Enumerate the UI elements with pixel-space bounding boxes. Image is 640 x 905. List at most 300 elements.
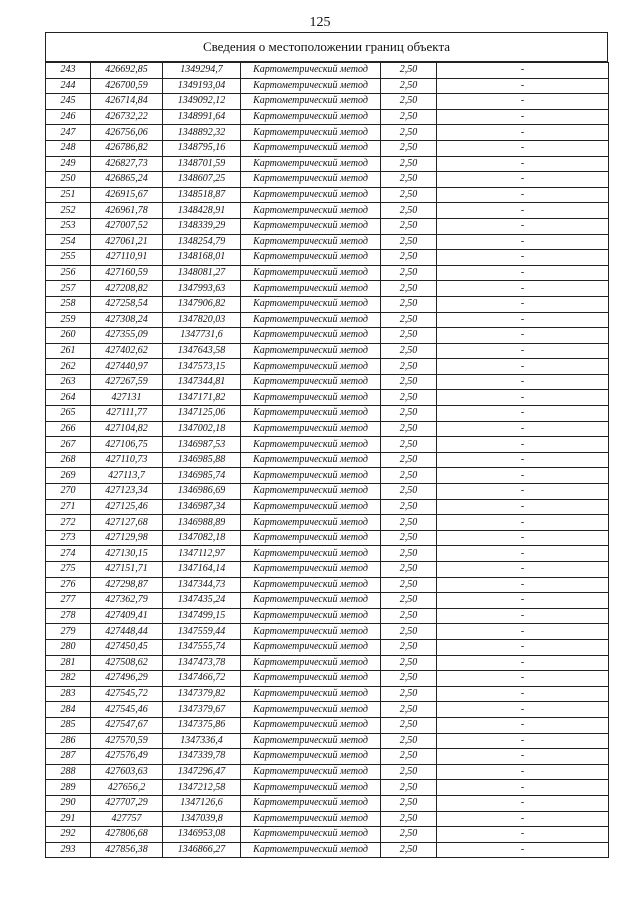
- method-cell: Картометрический метод: [241, 717, 381, 733]
- y-coordinate-cell: 1347344,73: [163, 577, 241, 593]
- accuracy-cell: 2,50: [381, 530, 437, 546]
- method-cell: Картометрический метод: [241, 156, 381, 172]
- accuracy-cell: 2,50: [381, 250, 437, 266]
- description-cell: -: [437, 172, 609, 188]
- description-cell: -: [437, 702, 609, 718]
- table-row: [46, 250, 609, 266]
- table-row: [46, 593, 609, 609]
- method-cell: Картометрический метод: [241, 312, 381, 328]
- table-row: [46, 406, 609, 422]
- table-row: [46, 515, 609, 531]
- accuracy-cell: 2,50: [381, 109, 437, 125]
- method-cell: Картометрический метод: [241, 452, 381, 468]
- table-row: [46, 624, 609, 640]
- point-number-cell: 261: [46, 343, 91, 359]
- table-row: [46, 78, 609, 94]
- table-row: [46, 764, 609, 780]
- table-row: [46, 639, 609, 655]
- x-coordinate-cell: 427757: [91, 811, 163, 827]
- table-row: [46, 671, 609, 687]
- accuracy-cell: 2,50: [381, 312, 437, 328]
- method-cell: Картометрический метод: [241, 94, 381, 110]
- table-row: [46, 499, 609, 515]
- y-coordinate-cell: 1346987,34: [163, 499, 241, 515]
- method-cell: Картометрический метод: [241, 764, 381, 780]
- description-cell: -: [437, 484, 609, 500]
- table-row: [46, 125, 609, 141]
- method-cell: Картометрический метод: [241, 811, 381, 827]
- y-coordinate-cell: 1348991,64: [163, 109, 241, 125]
- y-coordinate-cell: 1347379,67: [163, 702, 241, 718]
- point-number-cell: 293: [46, 842, 91, 858]
- method-cell: Картометрический метод: [241, 655, 381, 671]
- description-cell: -: [437, 156, 609, 172]
- y-coordinate-cell: 1347643,58: [163, 343, 241, 359]
- table-row: [46, 63, 609, 79]
- x-coordinate-cell: 427448,44: [91, 624, 163, 640]
- point-number-cell: 251: [46, 187, 91, 203]
- x-coordinate-cell: 427545,46: [91, 702, 163, 718]
- table-row: [46, 156, 609, 172]
- point-number-cell: 278: [46, 608, 91, 624]
- description-cell: -: [437, 515, 609, 531]
- table-row: [46, 702, 609, 718]
- x-coordinate-cell: 427576,49: [91, 749, 163, 765]
- table-row: [46, 109, 609, 125]
- accuracy-cell: 2,50: [381, 63, 437, 79]
- method-cell: Картометрический метод: [241, 546, 381, 562]
- table-row: [46, 811, 609, 827]
- y-coordinate-cell: 1347573,15: [163, 359, 241, 375]
- accuracy-cell: 2,50: [381, 827, 437, 843]
- x-coordinate-cell: 427508,62: [91, 655, 163, 671]
- accuracy-cell: 2,50: [381, 296, 437, 312]
- accuracy-cell: 2,50: [381, 156, 437, 172]
- accuracy-cell: 2,50: [381, 125, 437, 141]
- x-coordinate-cell: 427258,54: [91, 296, 163, 312]
- point-number-cell: 250: [46, 172, 91, 188]
- accuracy-cell: 2,50: [381, 484, 437, 500]
- accuracy-cell: 2,50: [381, 577, 437, 593]
- accuracy-cell: 2,50: [381, 359, 437, 375]
- description-cell: -: [437, 390, 609, 406]
- description-cell: -: [437, 827, 609, 843]
- description-cell: -: [437, 468, 609, 484]
- description-cell: -: [437, 780, 609, 796]
- point-number-cell: 277: [46, 593, 91, 609]
- method-cell: Картометрический метод: [241, 218, 381, 234]
- y-coordinate-cell: 1347112,97: [163, 546, 241, 562]
- table-row: [46, 281, 609, 297]
- method-cell: Картометрический метод: [241, 374, 381, 390]
- description-cell: -: [437, 842, 609, 858]
- point-number-cell: 263: [46, 374, 91, 390]
- table-row: [46, 530, 609, 546]
- x-coordinate-cell: 427151,71: [91, 562, 163, 578]
- method-cell: Картометрический метод: [241, 437, 381, 453]
- description-cell: -: [437, 234, 609, 250]
- y-coordinate-cell: 1348081,27: [163, 265, 241, 281]
- description-cell: -: [437, 187, 609, 203]
- y-coordinate-cell: 1347906,82: [163, 296, 241, 312]
- accuracy-cell: 2,50: [381, 702, 437, 718]
- accuracy-cell: 2,50: [381, 421, 437, 437]
- description-cell: -: [437, 499, 609, 515]
- point-number-cell: 264: [46, 390, 91, 406]
- accuracy-cell: 2,50: [381, 593, 437, 609]
- accuracy-cell: 2,50: [381, 608, 437, 624]
- accuracy-cell: 2,50: [381, 437, 437, 453]
- description-cell: -: [437, 140, 609, 156]
- accuracy-cell: 2,50: [381, 390, 437, 406]
- description-cell: -: [437, 624, 609, 640]
- method-cell: Картометрический метод: [241, 795, 381, 811]
- description-cell: -: [437, 795, 609, 811]
- method-cell: Картометрический метод: [241, 172, 381, 188]
- method-cell: Картометрический метод: [241, 608, 381, 624]
- point-number-cell: 246: [46, 109, 91, 125]
- y-coordinate-cell: 1348701,59: [163, 156, 241, 172]
- table-row: [46, 203, 609, 219]
- point-number-cell: 262: [46, 359, 91, 375]
- x-coordinate-cell: 427603,63: [91, 764, 163, 780]
- x-coordinate-cell: 427547,67: [91, 717, 163, 733]
- method-cell: Картометрический метод: [241, 359, 381, 375]
- table-row: [46, 296, 609, 312]
- method-cell: Картометрический метод: [241, 484, 381, 500]
- y-coordinate-cell: 1347002,18: [163, 421, 241, 437]
- method-cell: Картометрический метод: [241, 265, 381, 281]
- x-coordinate-cell: 427113,7: [91, 468, 163, 484]
- point-number-cell: 279: [46, 624, 91, 640]
- table-row: [46, 328, 609, 344]
- accuracy-cell: 2,50: [381, 780, 437, 796]
- method-cell: Картометрический метод: [241, 749, 381, 765]
- x-coordinate-cell: 426732,22: [91, 109, 163, 125]
- table-row: [46, 795, 609, 811]
- description-cell: -: [437, 546, 609, 562]
- table-row: [46, 546, 609, 562]
- point-number-cell: 252: [46, 203, 91, 219]
- table-row: [46, 827, 609, 843]
- accuracy-cell: 2,50: [381, 203, 437, 219]
- x-coordinate-cell: 427111,77: [91, 406, 163, 422]
- x-coordinate-cell: 426756,06: [91, 125, 163, 141]
- y-coordinate-cell: 1347039,8: [163, 811, 241, 827]
- y-coordinate-cell: 1347559,44: [163, 624, 241, 640]
- y-coordinate-cell: 1349294,7: [163, 63, 241, 79]
- x-coordinate-cell: 427208,82: [91, 281, 163, 297]
- point-number-cell: 289: [46, 780, 91, 796]
- table-row: [46, 733, 609, 749]
- point-number-cell: 247: [46, 125, 91, 141]
- description-cell: -: [437, 250, 609, 266]
- point-number-cell: 266: [46, 421, 91, 437]
- table-row: [46, 234, 609, 250]
- point-number-cell: 265: [46, 406, 91, 422]
- y-coordinate-cell: 1347375,86: [163, 717, 241, 733]
- y-coordinate-cell: 1348254,79: [163, 234, 241, 250]
- table-row: [46, 94, 609, 110]
- y-coordinate-cell: 1347435,24: [163, 593, 241, 609]
- y-coordinate-cell: 1347731,6: [163, 328, 241, 344]
- accuracy-cell: 2,50: [381, 218, 437, 234]
- y-coordinate-cell: 1346988,89: [163, 515, 241, 531]
- point-number-cell: 255: [46, 250, 91, 266]
- y-coordinate-cell: 1348168,01: [163, 250, 241, 266]
- point-number-cell: 249: [46, 156, 91, 172]
- accuracy-cell: 2,50: [381, 546, 437, 562]
- description-cell: -: [437, 421, 609, 437]
- x-coordinate-cell: 427106,75: [91, 437, 163, 453]
- description-cell: -: [437, 530, 609, 546]
- accuracy-cell: 2,50: [381, 187, 437, 203]
- x-coordinate-cell: 426915,67: [91, 187, 163, 203]
- y-coordinate-cell: 1347296,47: [163, 764, 241, 780]
- point-number-cell: 267: [46, 437, 91, 453]
- method-cell: Картометрический метод: [241, 296, 381, 312]
- y-coordinate-cell: 1347379,82: [163, 686, 241, 702]
- point-number-cell: 280: [46, 639, 91, 655]
- point-number-cell: 274: [46, 546, 91, 562]
- y-coordinate-cell: 1348607,25: [163, 172, 241, 188]
- x-coordinate-cell: 426865,24: [91, 172, 163, 188]
- method-cell: Картометрический метод: [241, 250, 381, 266]
- table-row: [46, 842, 609, 858]
- method-cell: Картометрический метод: [241, 593, 381, 609]
- point-number-cell: 260: [46, 328, 91, 344]
- point-number-cell: 268: [46, 452, 91, 468]
- method-cell: Картометрический метод: [241, 78, 381, 94]
- method-cell: Картометрический метод: [241, 827, 381, 843]
- accuracy-cell: 2,50: [381, 717, 437, 733]
- description-cell: -: [437, 265, 609, 281]
- method-cell: Картометрический метод: [241, 671, 381, 687]
- accuracy-cell: 2,50: [381, 94, 437, 110]
- x-coordinate-cell: 427545,72: [91, 686, 163, 702]
- x-coordinate-cell: 427061,21: [91, 234, 163, 250]
- description-cell: -: [437, 374, 609, 390]
- description-cell: -: [437, 94, 609, 110]
- x-coordinate-cell: 426692,85: [91, 63, 163, 79]
- table-row: [46, 717, 609, 733]
- table-row: [46, 608, 609, 624]
- table-row: [46, 187, 609, 203]
- description-cell: -: [437, 733, 609, 749]
- table-row: [46, 421, 609, 437]
- point-number-cell: 281: [46, 655, 91, 671]
- accuracy-cell: 2,50: [381, 624, 437, 640]
- description-cell: -: [437, 218, 609, 234]
- description-cell: -: [437, 312, 609, 328]
- y-coordinate-cell: 1347820,03: [163, 312, 241, 328]
- coordinates-table-body: [46, 63, 609, 858]
- y-coordinate-cell: 1348339,29: [163, 218, 241, 234]
- x-coordinate-cell: 427160,59: [91, 265, 163, 281]
- accuracy-cell: 2,50: [381, 78, 437, 94]
- description-cell: -: [437, 437, 609, 453]
- y-coordinate-cell: 1347466,72: [163, 671, 241, 687]
- method-cell: Картометрический метод: [241, 515, 381, 531]
- description-cell: -: [437, 63, 609, 79]
- y-coordinate-cell: 1348428,91: [163, 203, 241, 219]
- accuracy-cell: 2,50: [381, 499, 437, 515]
- accuracy-cell: 2,50: [381, 655, 437, 671]
- x-coordinate-cell: 427806,68: [91, 827, 163, 843]
- method-cell: Картометрический метод: [241, 125, 381, 141]
- description-cell: -: [437, 203, 609, 219]
- x-coordinate-cell: 427007,52: [91, 218, 163, 234]
- description-cell: -: [437, 281, 609, 297]
- y-coordinate-cell: 1346987,53: [163, 437, 241, 453]
- table-row: [46, 343, 609, 359]
- y-coordinate-cell: 1348518,87: [163, 187, 241, 203]
- point-number-cell: 292: [46, 827, 91, 843]
- x-coordinate-cell: 427127,68: [91, 515, 163, 531]
- point-number-cell: 287: [46, 749, 91, 765]
- x-coordinate-cell: 426786,82: [91, 140, 163, 156]
- x-coordinate-cell: 427123,34: [91, 484, 163, 500]
- x-coordinate-cell: 427131: [91, 390, 163, 406]
- accuracy-cell: 2,50: [381, 562, 437, 578]
- point-number-cell: 282: [46, 671, 91, 687]
- description-cell: -: [437, 593, 609, 609]
- x-coordinate-cell: 427130,15: [91, 546, 163, 562]
- y-coordinate-cell: 1347473,78: [163, 655, 241, 671]
- accuracy-cell: 2,50: [381, 281, 437, 297]
- table-row: [46, 686, 609, 702]
- y-coordinate-cell: 1347082,18: [163, 530, 241, 546]
- table-row: [46, 749, 609, 765]
- description-cell: -: [437, 296, 609, 312]
- table-row: [46, 312, 609, 328]
- y-coordinate-cell: 1346985,88: [163, 452, 241, 468]
- point-number-cell: 272: [46, 515, 91, 531]
- method-cell: Картометрический метод: [241, 686, 381, 702]
- description-cell: -: [437, 749, 609, 765]
- y-coordinate-cell: 1347125,06: [163, 406, 241, 422]
- y-coordinate-cell: 1347164,14: [163, 562, 241, 578]
- x-coordinate-cell: 427110,91: [91, 250, 163, 266]
- accuracy-cell: 2,50: [381, 343, 437, 359]
- point-number-cell: 288: [46, 764, 91, 780]
- accuracy-cell: 2,50: [381, 234, 437, 250]
- x-coordinate-cell: 427110,73: [91, 452, 163, 468]
- method-cell: Картометрический метод: [241, 281, 381, 297]
- accuracy-cell: 2,50: [381, 406, 437, 422]
- description-cell: -: [437, 655, 609, 671]
- point-number-cell: 271: [46, 499, 91, 515]
- method-cell: Картометрический метод: [241, 733, 381, 749]
- method-cell: Картометрический метод: [241, 140, 381, 156]
- method-cell: Картометрический метод: [241, 406, 381, 422]
- method-cell: Картометрический метод: [241, 562, 381, 578]
- method-cell: Картометрический метод: [241, 499, 381, 515]
- method-cell: Картометрический метод: [241, 639, 381, 655]
- point-number-cell: 273: [46, 530, 91, 546]
- table-row: [46, 374, 609, 390]
- x-coordinate-cell: 427402,62: [91, 343, 163, 359]
- method-cell: Картометрический метод: [241, 530, 381, 546]
- table-row: [46, 265, 609, 281]
- coordinates-table: [45, 62, 609, 858]
- accuracy-cell: 2,50: [381, 764, 437, 780]
- accuracy-cell: 2,50: [381, 328, 437, 344]
- table-row: [46, 655, 609, 671]
- point-number-cell: 275: [46, 562, 91, 578]
- point-number-cell: 259: [46, 312, 91, 328]
- method-cell: Картометрический метод: [241, 343, 381, 359]
- description-cell: -: [437, 109, 609, 125]
- y-coordinate-cell: 1347993,63: [163, 281, 241, 297]
- method-cell: Картометрический метод: [241, 577, 381, 593]
- description-cell: -: [437, 78, 609, 94]
- table-row: [46, 359, 609, 375]
- x-coordinate-cell: 427707,29: [91, 795, 163, 811]
- accuracy-cell: 2,50: [381, 468, 437, 484]
- y-coordinate-cell: 1346866,27: [163, 842, 241, 858]
- method-cell: Картометрический метод: [241, 109, 381, 125]
- description-cell: -: [437, 577, 609, 593]
- x-coordinate-cell: 427125,46: [91, 499, 163, 515]
- point-number-cell: 285: [46, 717, 91, 733]
- method-cell: Картометрический метод: [241, 203, 381, 219]
- description-cell: -: [437, 562, 609, 578]
- x-coordinate-cell: 426827,73: [91, 156, 163, 172]
- y-coordinate-cell: 1346985,74: [163, 468, 241, 484]
- description-cell: -: [437, 671, 609, 687]
- description-cell: -: [437, 639, 609, 655]
- y-coordinate-cell: 1347555,74: [163, 639, 241, 655]
- y-coordinate-cell: 1347499,15: [163, 608, 241, 624]
- accuracy-cell: 2,50: [381, 515, 437, 531]
- point-number-cell: 291: [46, 811, 91, 827]
- description-cell: -: [437, 343, 609, 359]
- method-cell: Картометрический метод: [241, 328, 381, 344]
- point-number-cell: 248: [46, 140, 91, 156]
- description-cell: -: [437, 608, 609, 624]
- x-coordinate-cell: 427409,41: [91, 608, 163, 624]
- method-cell: Картометрический метод: [241, 63, 381, 79]
- x-coordinate-cell: 426700,59: [91, 78, 163, 94]
- table-row: [46, 562, 609, 578]
- accuracy-cell: 2,50: [381, 733, 437, 749]
- table-row: [46, 437, 609, 453]
- accuracy-cell: 2,50: [381, 452, 437, 468]
- x-coordinate-cell: 427496,29: [91, 671, 163, 687]
- table-row: [46, 218, 609, 234]
- y-coordinate-cell: 1346986,69: [163, 484, 241, 500]
- point-number-cell: 269: [46, 468, 91, 484]
- table-row: [46, 390, 609, 406]
- table-row: [46, 140, 609, 156]
- description-cell: -: [437, 811, 609, 827]
- y-coordinate-cell: 1348892,32: [163, 125, 241, 141]
- description-cell: -: [437, 125, 609, 141]
- method-cell: Картометрический метод: [241, 421, 381, 437]
- x-coordinate-cell: 426961,78: [91, 203, 163, 219]
- x-coordinate-cell: 427362,79: [91, 593, 163, 609]
- page-number: 125: [309, 15, 331, 30]
- table-row: [46, 577, 609, 593]
- point-number-cell: 253: [46, 218, 91, 234]
- point-number-cell: 256: [46, 265, 91, 281]
- point-number-cell: 258: [46, 296, 91, 312]
- y-coordinate-cell: 1346953,08: [163, 827, 241, 843]
- description-cell: -: [437, 406, 609, 422]
- description-cell: -: [437, 359, 609, 375]
- table-row: [46, 484, 609, 500]
